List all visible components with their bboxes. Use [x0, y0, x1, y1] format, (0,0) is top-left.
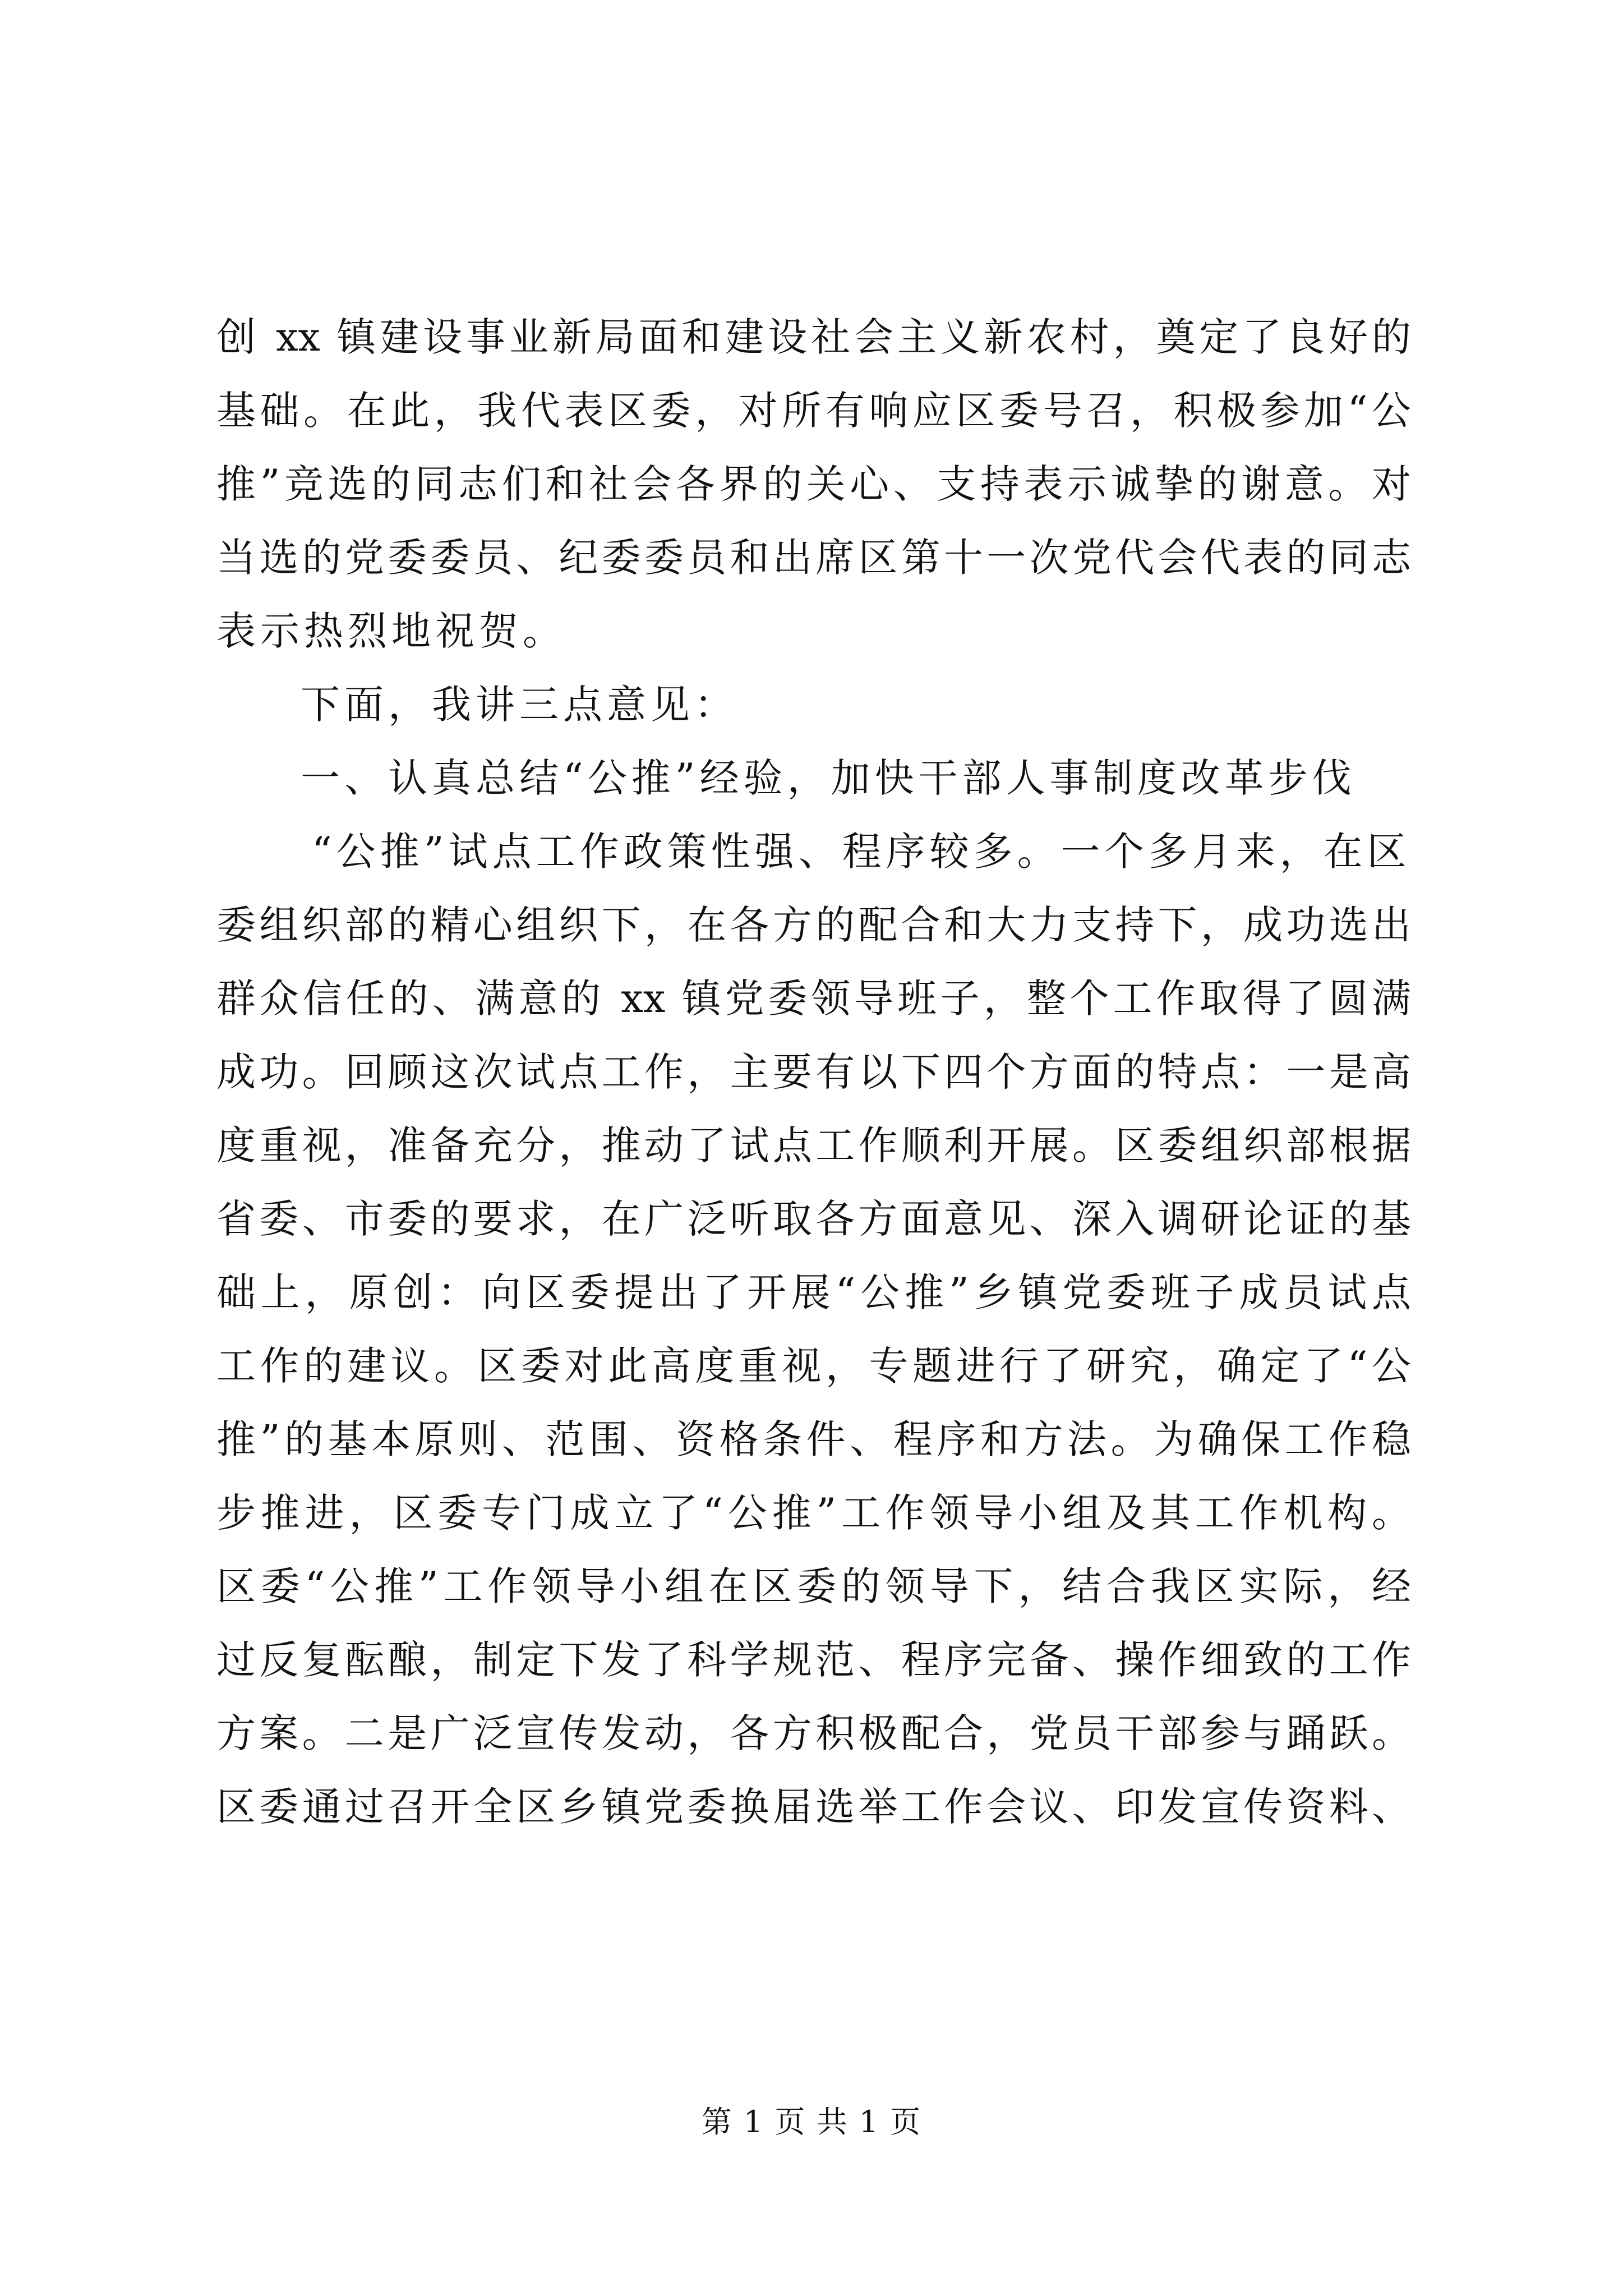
page-number-footer: 第 1 页 共 1 页 [701, 2104, 922, 2139]
paragraph-line: 群众信任的、满意的 xx 镇党委领导班子，整个工作取得了圆满 [216, 976, 1411, 1022]
paragraph-line: 方案。二是广泛宣传发动，各方积极配合，党员干部参与踊跃。 [216, 1710, 1411, 1756]
paragraph-line: 础上，原创：向区委提出了开展“公推”乡镇党委班子成员试点 [216, 1269, 1411, 1315]
paragraph-line: 成功。回顾这次试点工作，主要有以下四个方面的特点：一是高 [216, 1049, 1411, 1095]
paragraph-line: 当选的党委委员、纪委委员和出席区第十一次党代会代表的同志 [216, 535, 1411, 581]
document-body [216, 301, 1411, 1844]
paragraph-line: 度重视，准备充分，推动了试点工作顺利开展。区委组织部根据 [216, 1122, 1411, 1168]
paragraph-line: 区委通过召开全区乡镇党委换届选举工作会议、印发宣传资料、 [216, 1784, 1411, 1830]
paragraph-line: 下面，我讲三点意见： [301, 682, 738, 728]
paragraph-line: 步推进，区委专门成立了“公推”工作领导小组及其工作机构。 [216, 1490, 1411, 1536]
paragraph-line: 省委、市委的要求，在广泛听取各方面意见、深入调研论证的基 [216, 1196, 1411, 1242]
paragraph-line: 委组织部的精心组织下，在各方的配合和大力支持下，成功选出 [216, 902, 1411, 948]
paragraph-line: 推”的基本原则、范围、资格条件、程序和方法。为确保工作稳 [216, 1416, 1411, 1462]
paragraph-line: 过反复酝酿，制定下发了科学规范、程序完备、操作细致的工作 [216, 1637, 1411, 1683]
paragraph-line: 区委“公推”工作领导小组在区委的领导下，结合我区实际，经 [216, 1563, 1411, 1609]
paragraph-line: 推”竞选的同志们和社会各界的关心、支持表示诚挚的谢意。对 [216, 461, 1411, 507]
paragraph-line: 工作的建议。区委对此高度重视，专题进行了研究，确定了“公 [216, 1343, 1411, 1389]
paragraph-line: 创 xx 镇建设事业新局面和建设社会主义新农村，奠定了良好的 [216, 314, 1411, 360]
paragraph-line: 表示热烈地祝贺。 [216, 608, 566, 654]
section-heading: 一、认真总结“公推”经验，加快干部人事制度改革步伐 [301, 755, 1356, 801]
paragraph-line: 基础。在此，我代表区委，对所有响应区委号召，积极参加“公 [216, 388, 1411, 434]
paragraph-line: “公推”试点工作政策性强、程序较多。一个多月来，在区 [312, 829, 1411, 875]
